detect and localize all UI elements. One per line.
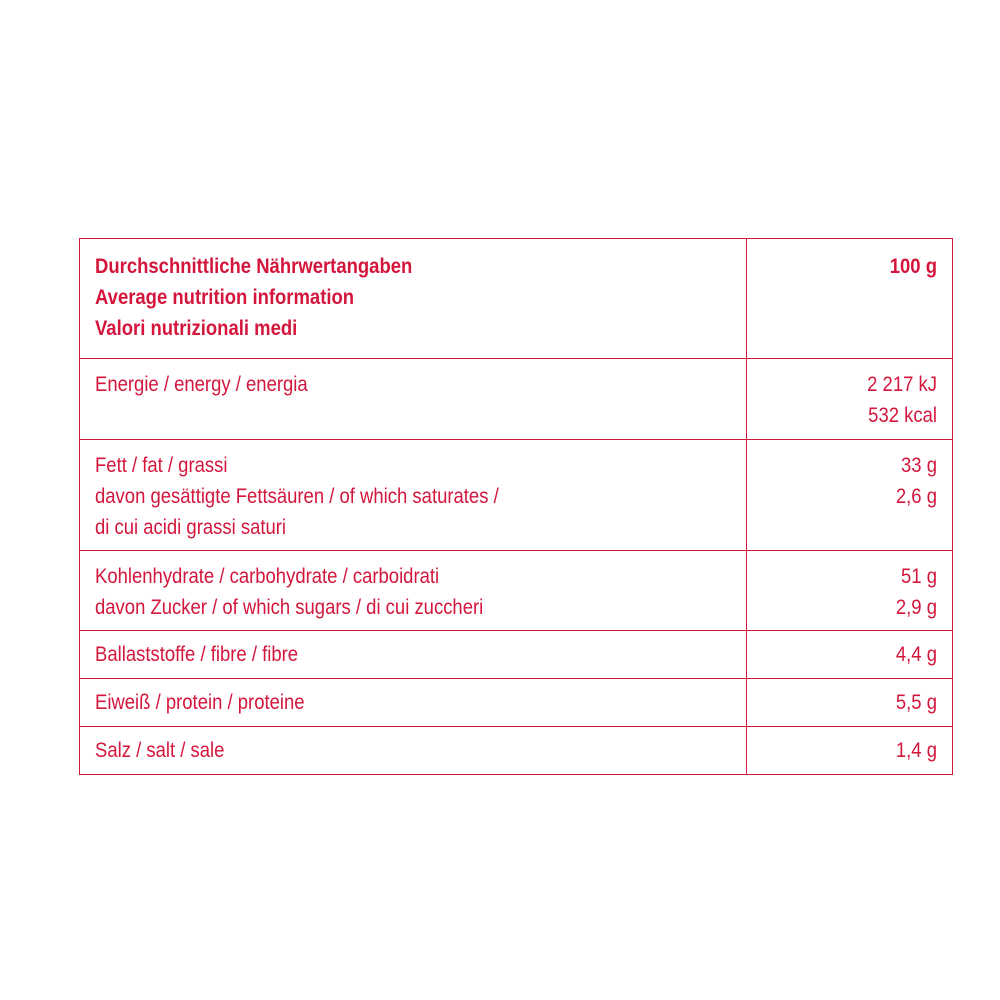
header-label-cell xyxy=(80,239,747,359)
energy-value-kj: 2 217 kJ xyxy=(867,373,937,396)
protein-label-cell xyxy=(80,679,747,727)
table-row-carbohydrate xyxy=(80,551,953,631)
header-value-cell xyxy=(747,239,953,359)
salt-label-cell xyxy=(80,727,747,775)
table-header-row xyxy=(80,239,953,359)
carbohydrate-label: Kohlenhydrate / carbohydrate / carboidrati xyxy=(95,565,440,588)
fibre-value: 4,4 g xyxy=(895,643,937,666)
nutrition-table xyxy=(79,238,953,775)
table-row-fat xyxy=(80,440,953,551)
header-label-italian: Valori nutrizionali medi xyxy=(95,317,298,340)
fibre-label-cell xyxy=(80,631,747,679)
table-row-protein xyxy=(80,679,953,727)
carbohydrate-value-cell xyxy=(747,551,953,631)
carbohydrate-label-cell xyxy=(80,551,747,631)
saturates-label-italian: di cui acidi grassi saturi xyxy=(95,516,287,539)
header-label-german: Durchschnittliche Nährwertangaben xyxy=(95,255,413,278)
energy-value-kcal: 532 kcal xyxy=(868,404,937,427)
saturates-label: davon gesättigte Fettsäuren / of which saturates / xyxy=(95,485,499,508)
carbohydrate-value: 51 g xyxy=(901,565,937,588)
header-value: 100 g xyxy=(889,255,937,278)
energy-label: Energie / energy / energia xyxy=(95,373,308,396)
saturates-value: 2,6 g xyxy=(895,485,937,508)
sugars-value: 2,9 g xyxy=(895,596,937,619)
table-row-salt xyxy=(80,727,953,775)
fibre-label: Ballaststoffe / fibre / fibre xyxy=(95,643,299,666)
protein-value: 5,5 g xyxy=(895,691,937,714)
header-label-english: Average nutrition information xyxy=(95,286,355,309)
table-row-fibre xyxy=(80,631,953,679)
salt-value-cell xyxy=(747,727,953,775)
sugars-label: davon Zucker / of which sugars / di cui zuccheri xyxy=(95,596,484,619)
fat-label: Fett / fat / grassi xyxy=(95,454,228,477)
salt-value: 1,4 g xyxy=(895,739,937,762)
fat-value: 33 g xyxy=(901,454,937,477)
protein-label: Eiweiß / protein / proteine xyxy=(95,691,305,714)
fat-value-cell xyxy=(747,440,953,551)
fat-label-cell xyxy=(80,440,747,551)
energy-label-cell xyxy=(80,359,747,440)
energy-value-cell xyxy=(747,359,953,440)
protein-value-cell xyxy=(747,679,953,727)
fibre-value-cell xyxy=(747,631,953,679)
table-row-energy xyxy=(80,359,953,440)
salt-label: Salz / salt / sale xyxy=(95,739,225,762)
